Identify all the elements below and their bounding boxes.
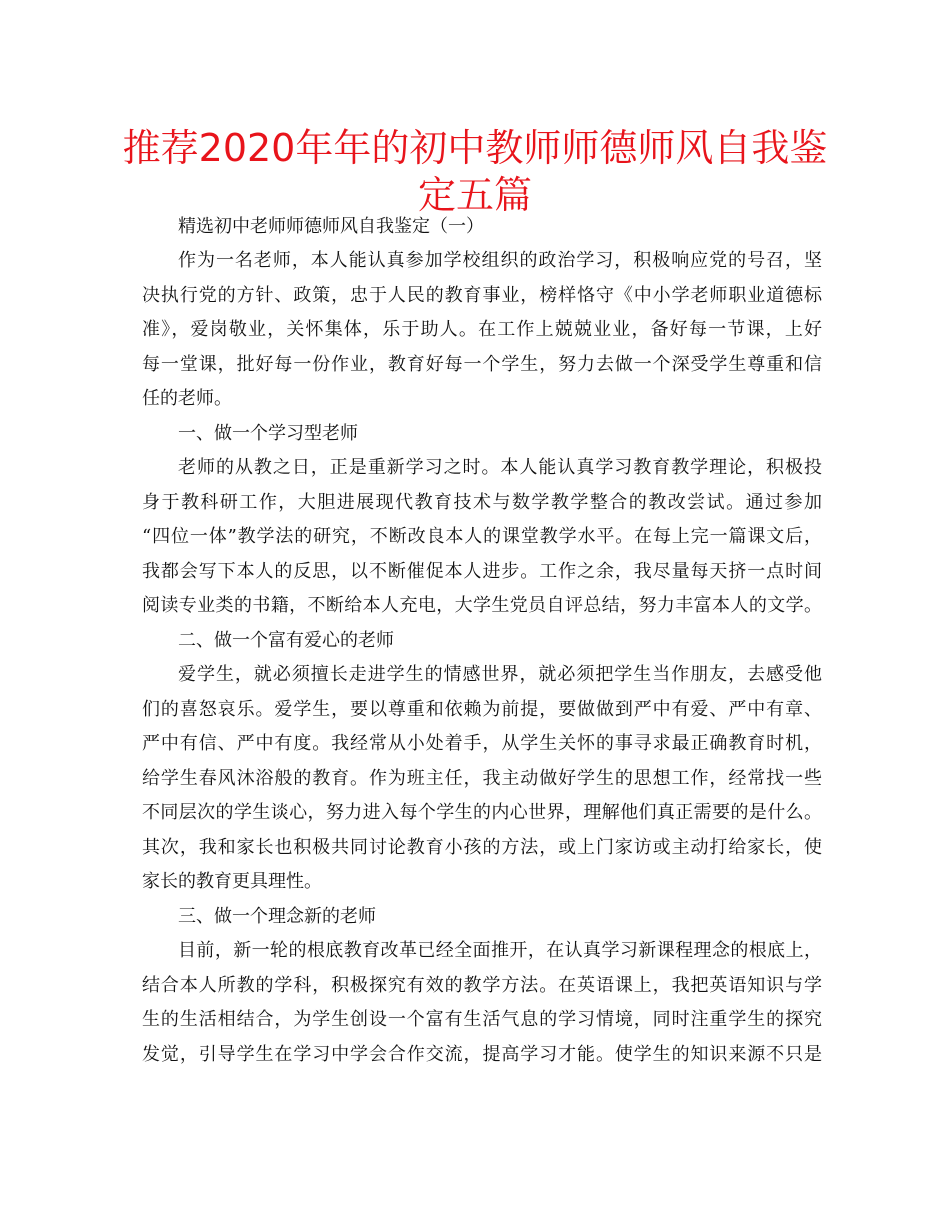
paragraph-line: 严中有信、严中有度。我经常从小处着手，从学生关怀的事寻求最正确教育时机， [142,733,822,754]
paragraph-line: 生的生活相结合，为学生创设一个富有生活气息的学习情境，同时注重学生的探究 [142,1009,822,1030]
paragraph-line: 结合本人所教的学科，积极探究有效的教学方法。在英语课上，我把英语知识与学 [142,975,822,996]
paragraph-line: 不同层次的学生谈心，努力进入每个学生的内心世界，理解他们真正需要的是什么。 [142,802,822,823]
paragraph-line: 爱学生，就必须擅长走进学生的情感世界，就必须把学生当作朋友，去感受他 [178,664,822,685]
paragraph-line: “四位一体”教学法的研究，不断改良本人的课堂教学水平。在每上完一篇课文后， [142,526,822,547]
paragraph-line: 其次，我和家长也积极共同讨论教育小孩的方法，或上门家访或主动打给家长，使 [142,837,822,858]
paragraph-line: 我都会写下本人的反思，以不断催促本人进步。工作之余，我尽量每天挤一点时间 [142,561,822,582]
document-title-line-2: 定五篇 [417,173,532,217]
paragraph-line: 作为一名老师，本人能认真参加学校组织的政治学习，积极响应党的号召，坚 [178,250,822,271]
section-heading: 一、做一个学习型老师 [178,423,358,444]
paragraph-line: 老师的从教之日，正是重新学习之时。本人能认真学习教育教学理论，积极投 [178,457,822,478]
paragraph-line: 每一堂课，批好每一份作业，教育好每一个学生，努力去做一个深受学生尊重和信 [142,354,822,375]
document-title-line-1: 推荐2020年年的初中教师师德师风自我鉴 [122,126,828,170]
paragraph-line: 家长的教育更具理性。 [142,871,322,892]
section-heading: 三、做一个理念新的老师 [178,906,376,927]
paragraph-line: 给学生春风沐浴般的教育。作为班主任，我主动做好学生的思想工作，经常找一些 [142,768,822,789]
section-heading: 二、做一个富有爱心的老师 [178,630,394,651]
paragraph-line: 身于教科研工作，大胆进展现代教育技术与数学教学整合的教改尝试。通过参加 [142,492,822,513]
paragraph-line: 发觉，引导学生在学习中学会合作交流，提高学习才能。使学生的知识来源不只是 [142,1044,822,1065]
paragraph-line: 们的喜怒哀乐。爱学生，要以尊重和依赖为前提，要做做到严中有爱、严中有章、 [142,699,822,720]
paragraph-line: 阅读专业类的书籍，不断给本人充电，大学生党员自评总结，努力丰富本人的文学。 [142,595,822,616]
paragraph-line: 决执行党的方针、政策，忠于人民的教育事业，榜样恪守《中小学老师职业道德标 [142,285,822,306]
paragraph-line: 目前，新一轮的根底教育改革已经全面推开，在认真学习新课程理念的根底上， [178,940,822,961]
section-heading-1: 精选初中老师师德师风自我鉴定（一） [178,216,484,237]
paragraph-line: 准》，爱岗敬业，关怀集体，乐于助人。在工作上兢兢业业，备好每一节课，上好 [142,319,822,340]
paragraph-line: 任的老师。 [142,388,232,409]
